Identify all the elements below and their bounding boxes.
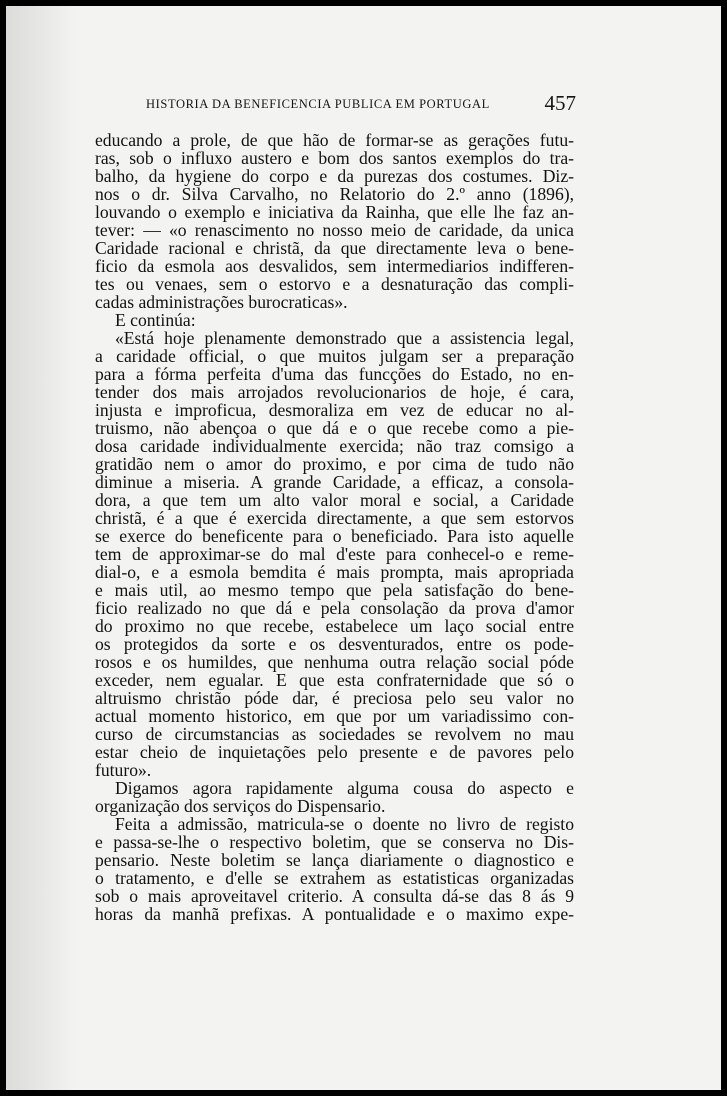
text-line: curso de circumstancias as sociedades se revolvem no mau [95,724,574,744]
text-line: ras, sob o influxo austero e bom dos santos exemplos do tra- [95,148,574,168]
text-line: Caridade racional e christã, da que directamente leva o bene- [95,238,574,258]
text-line: dosa caridade individualmente exercida; não traz comsigo a [95,436,574,456]
text-line: tender dos mais arrojados revolucionarios de hoje, é cara, [95,382,574,402]
text-line: horas da manhã prefixas. A pontualidade e o maximo expe- [95,904,574,924]
text-line: actual momento historico, em que por um variadissimo con- [95,706,574,726]
running-header [146,93,576,117]
text-line: christã, é a que é exercida directamente, a que sem estorvos [95,508,574,528]
text-line: diminue a miseria. A grande Caridade, a efficaz, a consola- [95,472,574,492]
page-number: 457 [544,91,576,115]
text-line: cadas administrações burocraticas». [95,292,348,312]
text-line: Digamos agora rapidamente alguma cousa do aspecto e [115,778,574,798]
text-line: dora, a que tem um alto valor moral e social, a Caridade [95,490,574,510]
text-line: injusta e improficua, desmoraliza em vez de educar no al- [95,400,574,420]
text-line: sob o mais aproveitavel criterio. A consulta dá-se das 8 ás 9 [95,886,574,906]
text-line: rosos e os humildes, que nenhuma outra relação social póde [95,652,574,672]
text-line: tem de approximar-se do mal d'este para conhecel-o e reme- [95,544,574,564]
text-line: e passa-se-lhe o respectivo boletim, que se conserva no Dis- [95,832,574,852]
text-line: pensario. Neste boletim se lança diariamente o diagnostico e [95,850,574,870]
text-line: para a fórma perfeita d'uma das funcções do Estado, no en- [95,364,574,384]
body-text [95,131,574,923]
text-line: futuro». [95,760,152,780]
text-line: louvando o exemplo e iniciativa da Rainha, que elle lhe faz an- [95,202,574,222]
text-line: a caridade official, o que muitos julgam ser a preparação [95,346,574,366]
text-line: tes ou venaes, sem o estorvo e a desnaturação das compli- [95,274,574,294]
text-line: ficio realizado no que dá e pela consolação da prova d'amor [95,598,574,618]
text-line: gratidão nem o amor do proximo, e por cima de tudo não [95,454,574,474]
text-line: balho, da hygiene do corpo e da purezas dos costumes. Diz- [95,166,574,186]
text-line: truismo, não abençoa o que dá e o que recebe como a pie- [95,418,574,438]
text-line: educando a prole, de que hão de formar-se as gerações futu- [95,130,574,150]
text-line: nos o dr. Silva Carvalho, no Relatorio do 2.º anno (1896), [95,184,574,204]
book-page [6,6,721,1090]
text-line: ficio da esmola aos desvalidos, sem intermediarios indifferen- [95,256,574,276]
page-shadow [6,6,76,1090]
text-line: e mais util, ao mesmo tempo que pela satisfação do bene- [95,580,574,600]
text-line: se exerce do beneficente para o beneficiado. Para isto aquelle [95,526,574,546]
text-line: altruismo christão póde dar, é preciosa pelo seu valor no [95,688,574,708]
text-line: Feita a admissão, matricula-se o doente no livro de registo [115,814,574,834]
text-line: o tratamento, e d'elle se extrahem as estatisticas organizadas [95,868,574,888]
text-line: do proximo no que recebe, estabelece um laço social entre [95,616,574,636]
text-line: tever: — «o renascimento no nosso meio de caridade, da unica [95,220,574,240]
text-line: estar cheio de inquietações pelo presente e de pavores pelo [95,742,574,762]
text-line: dial-o, e a esmola bemdita é mais prompta, mais apropriada [95,562,574,582]
text-line: E continúa: [115,310,196,330]
running-title: HISTORIA DA BENEFICENCIA PUBLICA EM PORTUGAL [146,97,490,111]
text-line: organização dos serviços do Dispensario. [95,796,386,816]
text-line: os protegidos da sorte e os desventurados, entre os pode- [95,634,574,654]
text-line: «Está hoje plenamente demonstrado que a assistencia legal, [115,328,574,348]
text-line: exceder, nem egualar. E que esta confraternidade que só o [95,670,574,690]
